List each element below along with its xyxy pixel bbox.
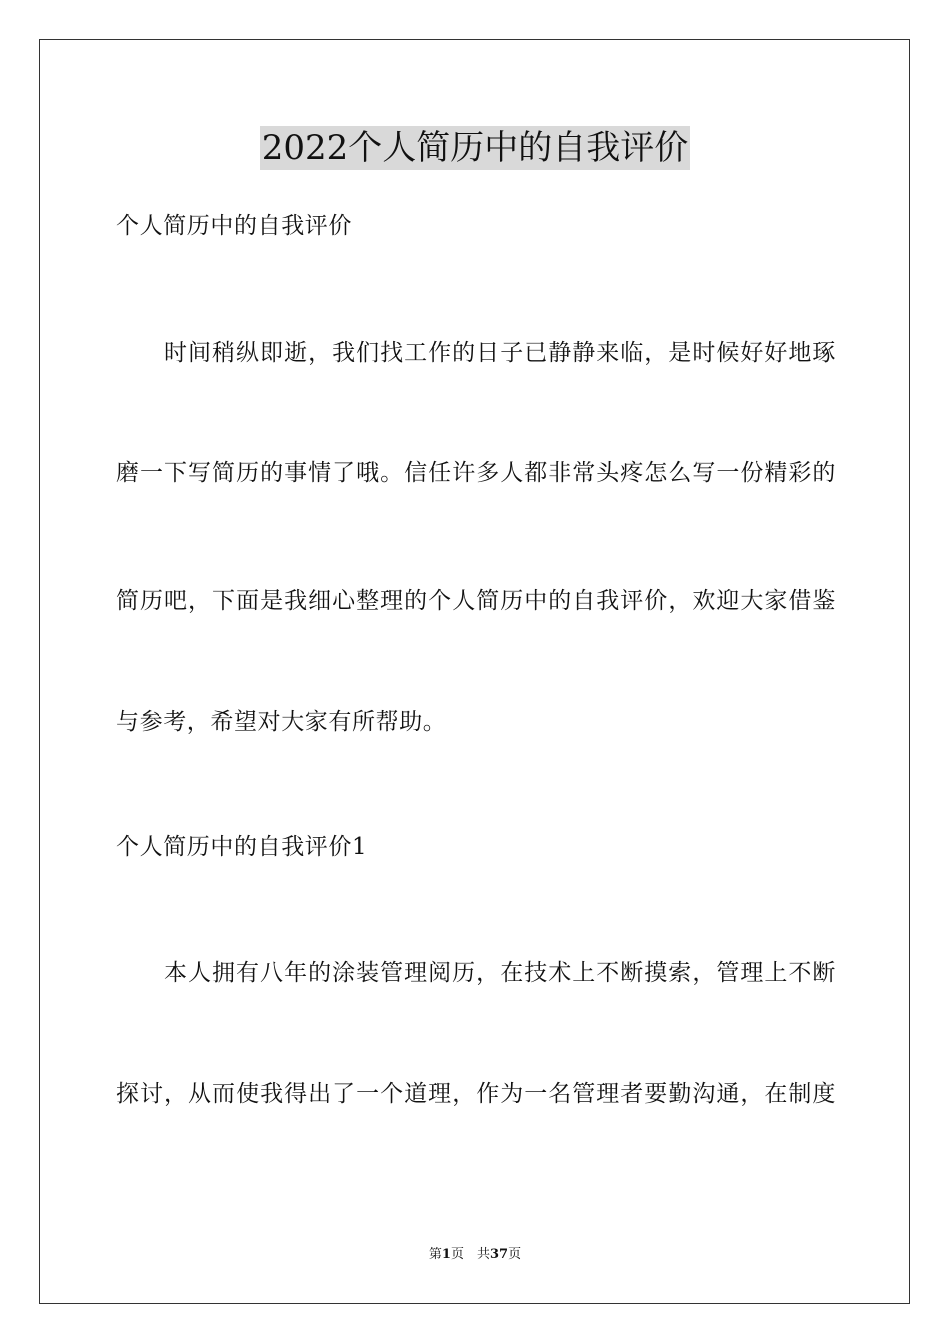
subtitle: 个人简历中的自我评价 (116, 213, 352, 239)
intro-line-2: 磨一下写简历的事情了哦。信任许多人都非常头疼怎么写一份精彩的 (116, 460, 836, 486)
document-title: 2022个人简历中的自我评价 (261, 128, 689, 168)
section1-line-1: 本人拥有八年的涂装管理阅历，在技术上不断摸索，管理上不断 (164, 960, 836, 986)
footer-page-mid: 页 共 (450, 1247, 490, 1262)
footer-page-current: 1 (441, 1247, 451, 1262)
intro-line-4: 与参考，希望对大家有所帮助。 (116, 709, 447, 735)
title-container (0, 126, 950, 170)
intro-line-1: 时间稍纵即逝，我们找工作的日子已静静来临，是时候好好地琢 (164, 340, 836, 366)
section-heading-1: 个人简历中的自我评价1 (116, 834, 368, 860)
intro-line-3: 简历吧，下面是我细心整理的个人简历中的自我评价，欢迎大家借鉴 (116, 588, 836, 614)
footer-page-total: 37 (489, 1247, 509, 1262)
footer-page-suffix: 页 (508, 1247, 522, 1262)
page-footer (0, 1246, 950, 1264)
footer-page-prefix: 第 (428, 1247, 442, 1262)
section1-line-2: 探讨，从而使我得出了一个道理，作为一名管理者要勤沟通，在制度 (116, 1081, 836, 1107)
